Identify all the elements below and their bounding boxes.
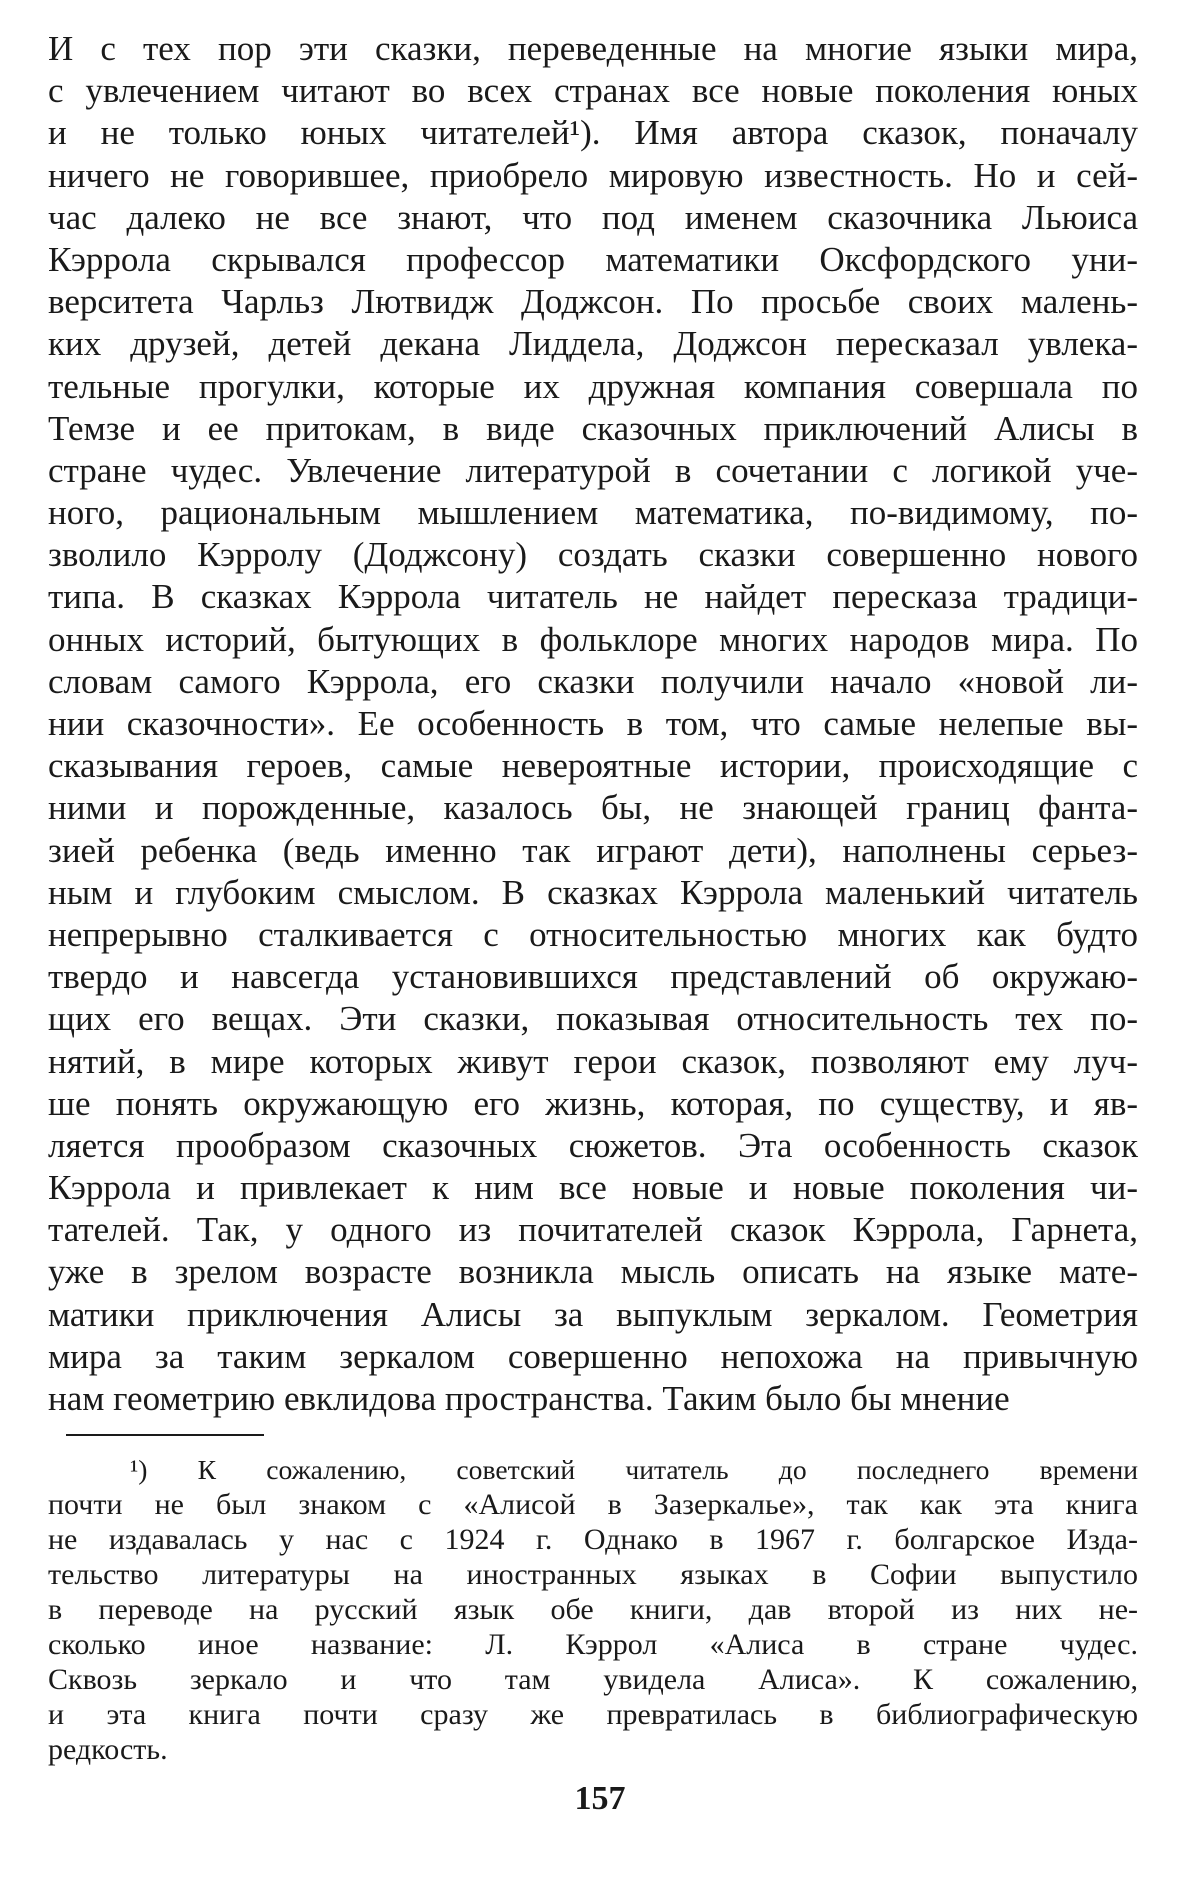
footnote-block [48, 1452, 1138, 1767]
text-line: тателей. Так, у одного из почитателей сказок Кэррола, Гарнета, [48, 1210, 1138, 1250]
text-line: ничего не говорившее, приобрело мировую известность. Но и сей- [48, 155, 1138, 195]
text-line: словам самого Кэррола, его сказки получили начало «новой ли- [48, 661, 1138, 701]
text-line: верситета Чарльз Лютвидж Доджсон. По просьбе своих малень- [48, 282, 1138, 322]
text-line: щих его вещах. Эти сказки, показывая относительность тех по- [48, 999, 1138, 1039]
text-line: час далеко не все знают, что под именем сказочника Льюиса [48, 197, 1138, 237]
footnote-line: не издавалась у нас с 1924 г. Однако в 1967 г. болгарское Изда- [48, 1523, 1138, 1556]
footnote-line: Сквозь зеркало и что там увидела Алиса». К сожалению, [48, 1663, 1138, 1696]
footnote-separator [66, 1434, 264, 1436]
footnote-line: редкость. [48, 1733, 168, 1766]
footnote-line: почти не был знаком с «Алисой в Зазеркалье», так как эта книга [48, 1488, 1138, 1521]
text-line: зволило Кэрролу (Доджсону) создать сказки совершенно нового [48, 535, 1138, 575]
text-line: непрерывно сталкивается с относительностью многих как будто [48, 914, 1138, 954]
text-line: твердо и навсегда установившихся представлений об окружаю- [48, 957, 1138, 997]
text-line: уже в зрелом возрасте возникла мысль описать на языке мате- [48, 1252, 1138, 1292]
main-text-block [48, 28, 1138, 1420]
text-line: ного, рациональным мышлением математика, по-видимому, по- [48, 493, 1138, 533]
text-line: ких друзей, детей декана Лиддела, Доджсон пересказал увлека- [48, 324, 1138, 364]
text-line: зией ребенка (ведь именно так играют дети), наполнены серьез- [48, 830, 1138, 870]
text-line: нии сказочности». Ее особенность в том, что самые нелепые вы- [48, 704, 1138, 743]
text-line: нятий, в мире которых живут герои сказок, позволяют ему луч- [48, 1041, 1138, 1081]
text-line: Темзе и ее притокам, в виде сказочных приключений Алисы в [48, 408, 1138, 448]
text-line: ным и глубоким смыслом. В сказках Кэррола маленький читатель [48, 872, 1138, 912]
text-line: нам геометрию евклидова пространства. Таким было бы мнение [48, 1379, 1010, 1418]
footnote-line: ¹) К сожалению, советский читатель до последнего времени [130, 1454, 1138, 1485]
text-line: типа. В сказках Кэррола читатель не найдет пересказа традици- [48, 577, 1138, 617]
text-line: с увлечением читают во всех странах все новые поколения юных [48, 71, 1138, 111]
footnote-line: и эта книга почти сразу же превратилась в библиографическую [48, 1698, 1138, 1731]
text-line: ше понять окружающую его жизнь, которая, по существу, и яв- [48, 1083, 1138, 1123]
text-line: Кэррола скрывался профессор математики Оксфордского уни- [48, 239, 1138, 279]
page-number: 157 [574, 1780, 626, 1817]
text-line: И с тех пор эти сказки, переведенные на многие языки мира, [48, 29, 1138, 68]
text-line: матики приключения Алисы за выпуклым зеркалом. Геометрия [48, 1294, 1138, 1334]
text-line: ляется прообразом сказочных сюжетов. Эта особенность сказок [48, 1125, 1138, 1165]
text-line: ними и порожденные, казалось бы, не знающей границ фанта- [48, 788, 1138, 828]
footnote-line: сколько иное название: Л. Кэррол «Алиса в стране чудес. [48, 1628, 1138, 1661]
text-line: и не только юных читателей¹). Имя автора сказок, поначалу [48, 113, 1138, 153]
text-line: стране чудес. Увлечение литературой в сочетании с логикой уче- [48, 450, 1138, 490]
footnote-line: тельство литературы на иностранных языках в Софии выпустило [48, 1558, 1138, 1591]
footnote-line: в переводе на русский язык обе книги, дав второй из них не- [48, 1593, 1138, 1626]
text-line: тельные прогулки, которые их дружная компания совершала по [48, 366, 1138, 406]
text-line: сказывания героев, самые невероятные истории, происходящие с [48, 746, 1138, 786]
text-line: Кэррола и привлекает к ним все новые и новые поколения чи- [48, 1168, 1138, 1208]
text-line: онных историй, бытующих в фольклоре многих народов мира. По [48, 619, 1138, 659]
text-line: мира за таким зеркалом совершенно непохожа на привычную [48, 1336, 1138, 1376]
